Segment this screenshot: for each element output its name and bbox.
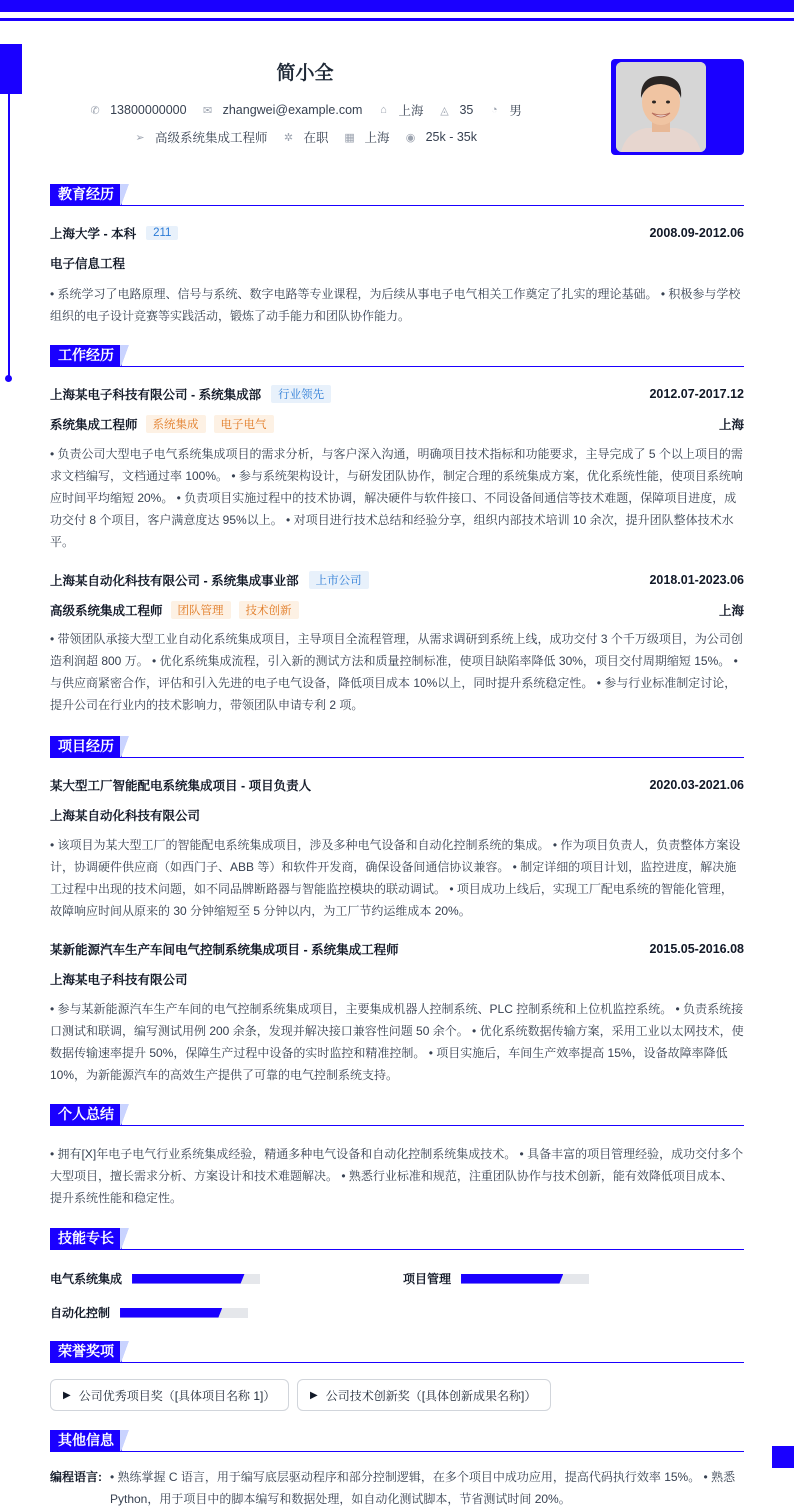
company-badge: 上市公司 bbox=[309, 571, 369, 589]
work-period: 2018.01-2023.06 bbox=[649, 573, 744, 587]
role: 高级系统集成工程师 bbox=[50, 604, 163, 618]
section-title: 教育经历 bbox=[50, 184, 122, 205]
role: 系统集成工程师 bbox=[50, 418, 138, 432]
section-title-accent bbox=[120, 345, 132, 366]
award-item[interactable] bbox=[297, 1379, 551, 1411]
section-title: 其他信息 bbox=[50, 1430, 122, 1451]
candidate-name: 简小全 bbox=[276, 63, 334, 84]
right-accent-square bbox=[772, 1446, 794, 1468]
top-accent-bar bbox=[0, 0, 794, 12]
education-major-row bbox=[50, 254, 744, 272]
skill-level-bar bbox=[132, 1274, 260, 1284]
section-title: 项目经历 bbox=[50, 736, 122, 757]
job-intent-row bbox=[50, 128, 560, 146]
section-title-accent bbox=[120, 1104, 132, 1125]
triangle-right-icon: ▶ bbox=[63, 1389, 71, 1401]
send-icon: ➢ bbox=[135, 131, 145, 144]
skill-name: 自动化控制 bbox=[50, 1306, 111, 1320]
role-tag: 电子电气 bbox=[214, 415, 274, 433]
school-badge: 211 bbox=[146, 226, 178, 240]
project-title: 某新能源汽车生产车间电气控制系统集成项目 - 系统集成工程师 bbox=[50, 943, 399, 957]
job-status: ✲ 在职 bbox=[282, 128, 329, 146]
work-city: 上海 bbox=[718, 604, 744, 618]
section-title: 荣誉奖项 bbox=[50, 1341, 122, 1362]
education-header bbox=[50, 224, 744, 242]
building-icon: ▦ bbox=[344, 131, 355, 144]
section-title: 技能专长 bbox=[50, 1228, 122, 1249]
job-title: ➢ 高级系统集成工程师 bbox=[133, 128, 268, 146]
skill-level-fill bbox=[132, 1274, 245, 1284]
section-divider bbox=[50, 1451, 744, 1452]
project-company: 上海某电子科技有限公司 bbox=[50, 973, 188, 987]
gender-icon: ◔ bbox=[491, 104, 498, 116]
job-city: ▦ 上海 bbox=[344, 131, 390, 145]
work-role-row bbox=[50, 601, 744, 619]
other-text: • 熟练掌握 C 语言，用于编写底层驱动程序和部分控制逻辑，在多个项目中成功应用，提高代码执行效率 15%。 • 熟悉 Python，用于项目中的脚本编写和数据处理，如自动化测试脚本，节省测试时间 20%。 bbox=[110, 1470, 736, 1506]
major: 电子信息工程 bbox=[50, 257, 126, 271]
project-description: • 该项目为某大型工厂的智能配电系统集成项目，涉及多种电气设备和自动化控制系统的集成。 • 作为项目负责人，负责整体方案设计，协调硬件供应商（如西门子、ABB 等）和软件开发商，确保设备间通信协议兼容。 • 制定详细的项目计划，监控进度，解决施工过程中出现的技术问题，如不同品牌断路器与智能监控模块的联动调试。 • 项目成功上线后，实现工厂配电系统的智能化管理，故障响应时间从原来的 30 分钟缩短至 5 分钟以内，为工厂节约运维成本 20%。 bbox=[50, 838, 741, 918]
award-name: 公司技术创新奖（[具体创新成果名称]） bbox=[325, 1388, 537, 1403]
project-company-row bbox=[50, 970, 744, 988]
salary-icon: ◉ bbox=[405, 131, 416, 144]
contact-phone: ✆ 13800000000 bbox=[88, 103, 186, 117]
other-label: 编程语言: bbox=[50, 1470, 102, 1484]
contact-email: ✉ zhangwei@example.com bbox=[201, 103, 363, 117]
work-role-row bbox=[50, 415, 744, 433]
skill-level-fill bbox=[461, 1274, 563, 1284]
section-divider bbox=[50, 1362, 744, 1363]
section-divider bbox=[50, 1249, 744, 1250]
age-icon: ◬ bbox=[440, 104, 449, 117]
section-skills bbox=[50, 1228, 744, 1250]
top-accent-line bbox=[0, 18, 794, 21]
status-icon: ✲ bbox=[283, 131, 294, 144]
section-divider bbox=[50, 1125, 744, 1126]
skill-item bbox=[50, 1304, 248, 1321]
award-item[interactable] bbox=[50, 1379, 289, 1411]
project-company: 上海某自动化科技有限公司 bbox=[50, 809, 201, 823]
left-accent-line bbox=[8, 94, 10, 378]
project-description: • 参与某新能源汽车生产车间的电气控制系统集成项目，主要集成机器人控制系统、PLC 控制系统和上位机监控系统。 • 负责系统接口测试和联调，编写测试用例 200 余条，发现并解决接口兼容性问题 50 余个。 • 优化系统数据传输方案，采用工业以太网技术，使数据传输速率提升 50%，保障生产过程中设备的实时监控和精准控制。 • 项目实施后，车间生产效率提高 15%，设备故障率降低 10%，为新能源汽车的高效生产提供了可靠的电气控制系统支持。 bbox=[50, 1002, 744, 1082]
company-name: 上海某自动化科技有限公司 - 系统集成事业部 bbox=[50, 574, 299, 588]
project-header bbox=[50, 776, 744, 794]
role-tag: 技术创新 bbox=[239, 601, 299, 619]
work-period: 2012.07-2017.12 bbox=[649, 387, 744, 401]
work-header bbox=[50, 571, 744, 589]
section-education bbox=[50, 184, 744, 206]
skill-item bbox=[50, 1270, 260, 1287]
award-name: 公司优秀项目奖（[具体项目名称 1]） bbox=[78, 1388, 276, 1403]
project-header bbox=[50, 940, 744, 958]
home-icon: ⌂ bbox=[380, 104, 387, 116]
role-tag: 系统集成 bbox=[146, 415, 206, 433]
education-description: • 系统学习了电路原理、信号与系统、数字电路等专业课程，为后续从事电子电气相关工作奠定了扎实的理论基础。 • 积极参与学校组织的电子设计竞赛等实践活动，锻炼了动手能力和团队协作能力。 bbox=[50, 287, 741, 323]
section-divider bbox=[50, 205, 744, 206]
education-period: 2008.09-2012.06 bbox=[649, 226, 744, 240]
section-divider bbox=[50, 366, 744, 367]
phone-icon: ✆ bbox=[90, 104, 100, 117]
section-title-accent bbox=[120, 1430, 132, 1451]
section-title-accent bbox=[120, 1341, 132, 1362]
contact-row bbox=[50, 101, 560, 119]
project-title: 某大型工厂智能配电系统集成项目 - 项目负责人 bbox=[50, 779, 312, 793]
section-summary bbox=[50, 1104, 744, 1126]
section-title: 个人总结 bbox=[50, 1104, 122, 1125]
section-other bbox=[50, 1430, 744, 1452]
summary-text: • 拥有[X]年电子电气行业系统集成经验，精通多种电气设备和自动化控制系统集成技术。 • 具备丰富的项目管理经验，成功交付多个大型项目，擅长需求分析、方案设计和技术难题解决。 • 熟悉行业标准和规范，注重团队协作与技术创新，能有效降低项目成本、提升系统性能和稳定性。 bbox=[50, 1147, 744, 1205]
section-work bbox=[50, 345, 744, 367]
work-description: • 负责公司大型电子电气系统集成项目的需求分析，与客户深入沟通，明确项目技术指标和功能要求，主导完成了 5 个以上项目的需求文档编写，文档通过率 100%。 • 参与系统架构设计，与研发团队协作，制定合理的系统集成方案，优化系统性能，使项目系统响应时间平均缩短 20%。 • 负责项目实施过程中的技术协调，解决硬件与软件接口、不同设备间通信等技术难题，保障项目进度，成功交付 8 个项目，客户满意度达 95%以上。 • 对项目进行技术总结和经验分享，组织内部技术培训 10 余次，提升团队整体技术水平。 bbox=[50, 447, 743, 549]
section-awards bbox=[50, 1341, 744, 1363]
project-period: 2020.03-2021.06 bbox=[649, 778, 744, 792]
company-badge: 行业领先 bbox=[271, 385, 331, 403]
section-divider bbox=[50, 757, 744, 758]
skill-level-bar bbox=[461, 1274, 589, 1284]
triangle-right-icon: ▶ bbox=[310, 1389, 318, 1401]
job-salary: ◉ 25k - 35k bbox=[404, 130, 477, 144]
contact-age: ◬ 35 bbox=[437, 103, 473, 117]
skill-item bbox=[403, 1270, 589, 1287]
project-company-row bbox=[50, 806, 744, 824]
role-tag: 团队管理 bbox=[171, 601, 231, 619]
skill-level-bar bbox=[120, 1308, 248, 1318]
section-projects bbox=[50, 736, 744, 758]
skill-level-fill bbox=[120, 1308, 222, 1318]
section-title-accent bbox=[120, 736, 132, 757]
left-accent-dot bbox=[5, 375, 12, 382]
section-title-accent bbox=[120, 1228, 132, 1249]
email-icon: ✉ bbox=[202, 104, 213, 117]
skill-name: 项目管理 bbox=[403, 1272, 452, 1286]
work-city: 上海 bbox=[718, 418, 744, 432]
project-period: 2015.05-2016.08 bbox=[649, 942, 744, 956]
work-description: • 带领团队承接大型工业自动化系统集成项目，主导项目全流程管理，从需求调研到系统上线，成功交付 3 个千万级项目，为公司创造利润超 800 万。 • 优化系统集成流程，引入新的测试方法和质量控制标准，使项目缺陷率降低 30%，项目交付周期缩短 15%。 • 与供应商紧密合作，评估和引入先进的电子电气设备，降低项目成本 10%以上，同时提升系统稳定性。 • 参与行业标准制定讨论，提升公司在行业内的技术影响力，带领团队申请专利 2 项。 bbox=[50, 632, 743, 712]
school-name: 上海大学 - 本科 bbox=[50, 227, 137, 241]
section-title: 工作经历 bbox=[50, 345, 122, 366]
avatar bbox=[616, 62, 706, 152]
work-header bbox=[50, 385, 744, 403]
company-name: 上海某电子科技有限公司 - 系统集成部 bbox=[50, 388, 262, 402]
skill-name: 电气系统集成 bbox=[50, 1272, 123, 1286]
contact-location: ⌂ 上海 bbox=[376, 101, 423, 119]
left-accent-block bbox=[0, 44, 22, 94]
contact-gender: ◔ 男 bbox=[487, 101, 522, 119]
section-title-accent bbox=[120, 184, 132, 205]
